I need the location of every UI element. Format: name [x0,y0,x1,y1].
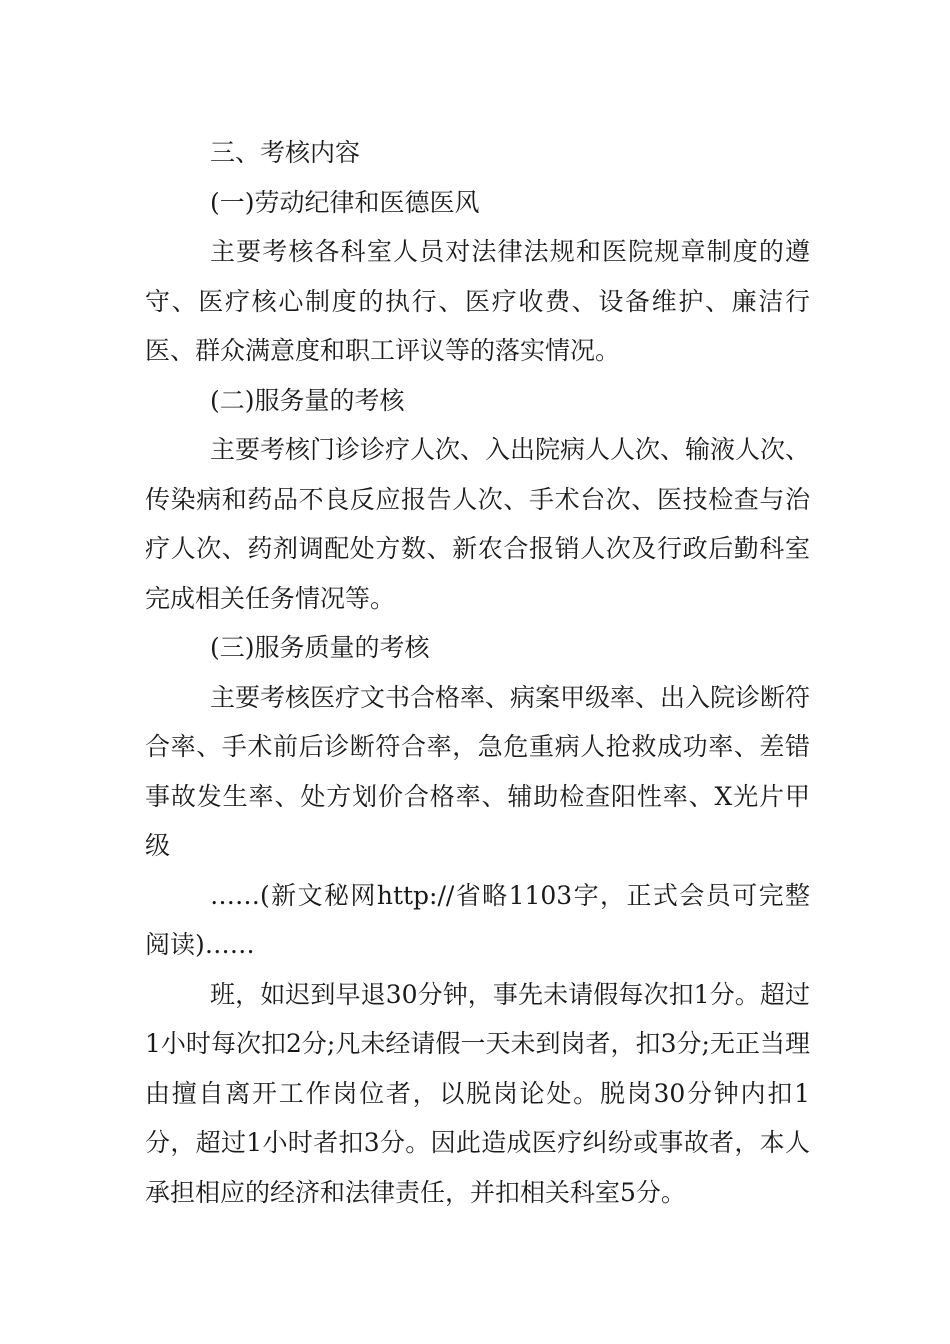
subsection-body-2: 主要考核门诊诊疗人次、入出院病人人次、输液人次、传染病和药品不良反应报告人次、手术台次、医技检查与治疗人次、药剂调配处方数、新农合报销人次及行政后勤科室完成相关任务情况等。 [145,435,811,613]
section-title: 三、考核内容 [210,138,361,167]
document-body [145,128,810,1217]
subsection-title-1: (一)劳动纪律和医德医风 [210,187,480,217]
subsection-title-2: (二)服务量的考核 [210,385,405,415]
subsection-body-1: 主要考核各科室人员对法律法规和医院规章制度的遵守、医疗核心制度的执行、医疗收费、设备维护、廉洁行医、群众满意度和职工评议等的落实情况。 [145,237,810,365]
subsection-title-3: (三)服务质量的考核 [210,633,430,662]
continuation-paragraph: 班，如迟到早退30分钟，事先未请假每次扣1分。超过1小时每次扣2分;凡未经请假一天未到岗者，扣3分;无正当理由擅自离开工作岗位者，以脱岗论处。脱岗30分钟内扣1分，超过1小时者扣3分。因此造成医疗纠纷或事故者，本人承担相应的经济和法律责任，并扣相关科室5分。 [145,979,810,1207]
omission-note: ……(新文秘网http://省略1103字，正式会员可完整阅读)…… [145,880,810,959]
subsection-body-3: 主要考核医疗文书合格率、病案甲级率、出入院诊断符合率、手术前后诊断符合率，急危重病人抢救成功率、差错事故发生率、处方划价合格率、辅助检查阳性率、X光片甲级 [145,682,811,860]
